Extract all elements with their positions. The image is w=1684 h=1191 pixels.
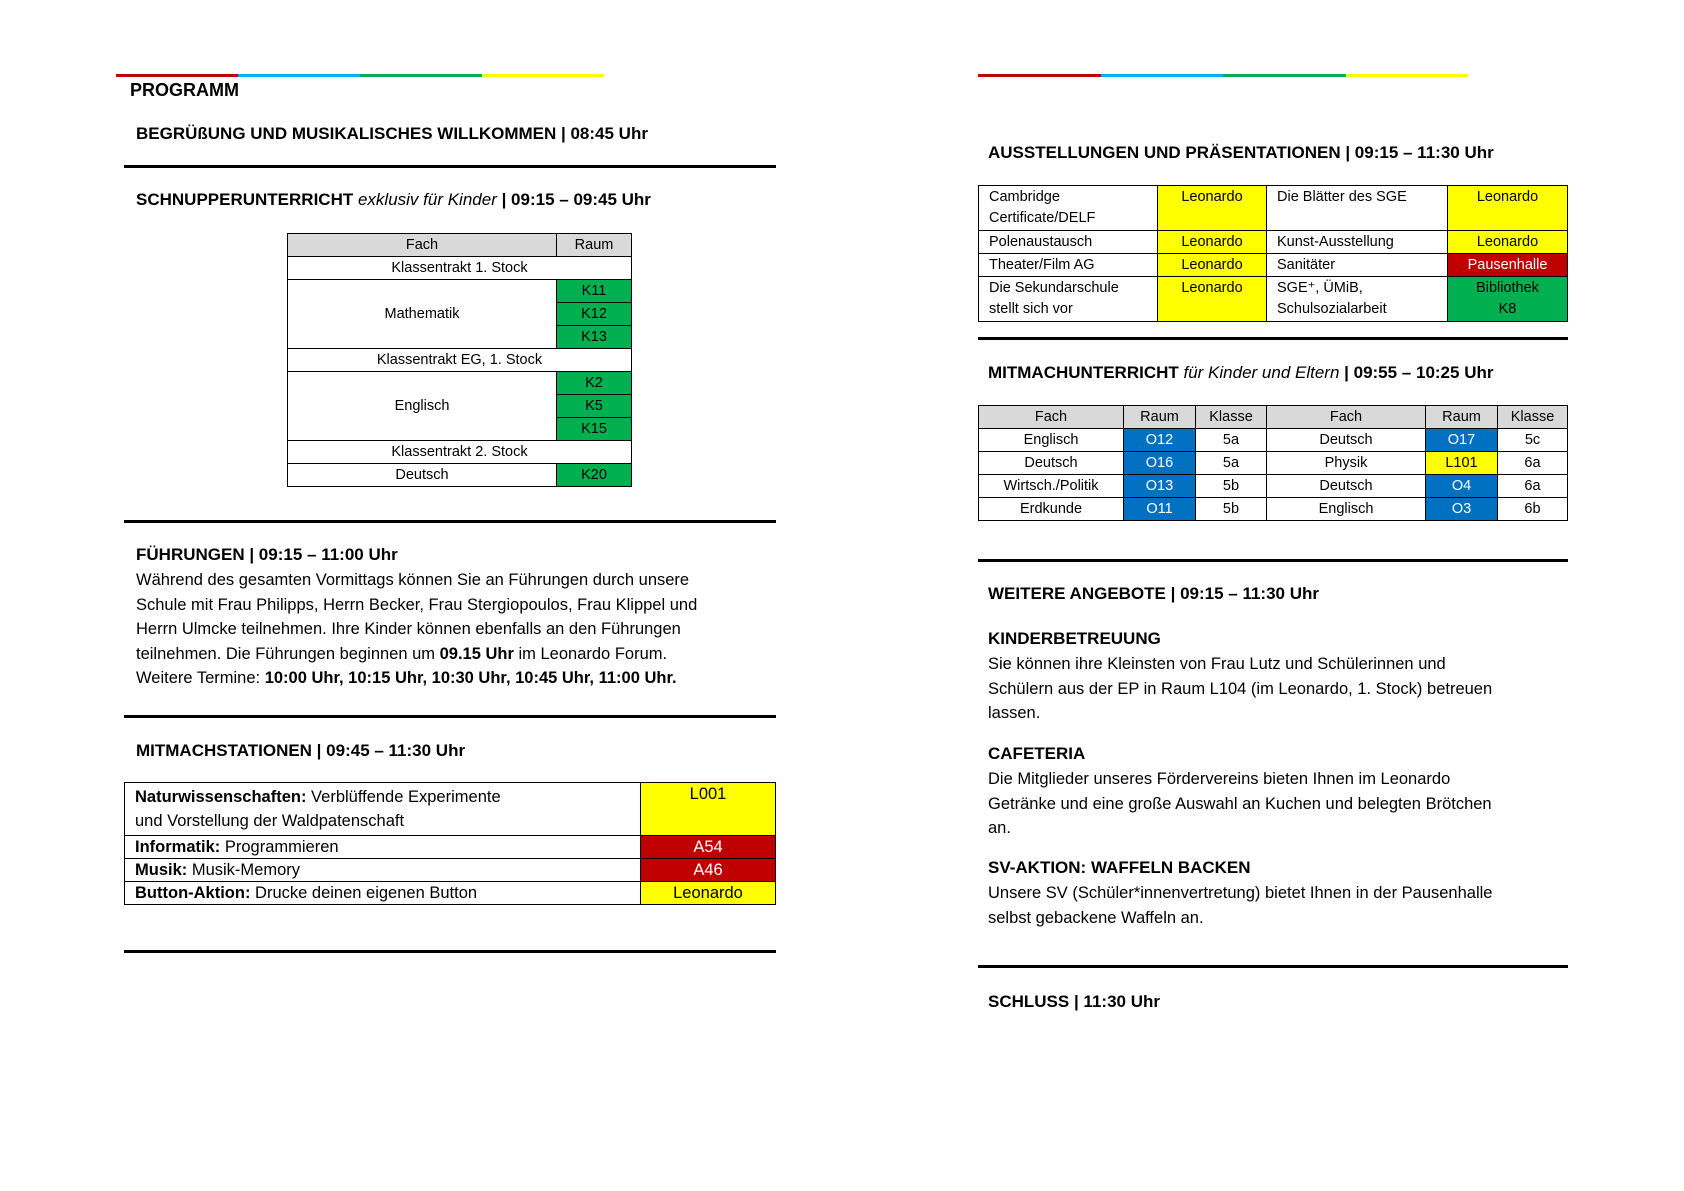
kinderbetreuung-text: Sie können ihre Kleinsten von Frau Lutz und Schülerinnen und Schülern aus der EP in Raum L104 (im Leonardo, 1. Stock) betreuen lassen. — [988, 655, 1493, 722]
group-row: Klassentrakt 1. Stock — [288, 257, 632, 280]
sv-heading: SV-AKTION: WAFFELN BACKEN — [988, 858, 1251, 877]
room-cell: Leonardo — [641, 882, 776, 905]
room-cell: L001 — [641, 783, 776, 836]
col-klasse: Klasse — [1196, 406, 1267, 429]
room-cell: A46 — [641, 859, 776, 882]
col-fach: Fach — [288, 234, 557, 257]
room-cell: Pausenhalle — [1448, 254, 1568, 277]
col-raum: Raum — [557, 234, 632, 257]
ausstellungen-heading: AUSSTELLUNGEN UND PRÄSENTATIONEN | 09:15 – 11:30 Uhr — [988, 143, 1494, 162]
col-raum: Raum — [1426, 406, 1498, 429]
subject-cell: Mathematik — [288, 280, 557, 349]
cafeteria-text: Die Mitglieder unseres Fördervereins bieten Ihnen im Leonardo Getränke und eine große Auswahl an Kuchen und belegten Brötchen an. — [988, 770, 1492, 837]
room-cell: Leonardo — [1448, 186, 1568, 231]
room-cell: Leonardo — [1448, 231, 1568, 254]
exhibit-cell: SGE⁺, ÜMiB, Schulsozialarbeit — [1267, 277, 1448, 322]
mitmachstationen-table — [124, 782, 776, 905]
col-klasse: Klasse — [1498, 406, 1568, 429]
room-cell: Leonardo — [1158, 231, 1267, 254]
station-cell: Naturwissenschaften: Verblüffende Experimente und Vorstellung der Waldpatenschaft — [125, 783, 641, 836]
separator — [978, 965, 1568, 968]
room-cell: K13 — [557, 326, 632, 349]
room-cell: K15 — [557, 418, 632, 441]
table-row: Deutsch O16 5a Physik L101 6a — [979, 452, 1568, 475]
group-row: Klassentrakt 2. Stock — [288, 441, 632, 464]
group-row: Klassentrakt EG, 1. Stock — [288, 349, 632, 372]
room-cell: Leonardo — [1158, 186, 1267, 231]
separator — [124, 165, 776, 168]
room-cell: K11 — [557, 280, 632, 303]
table-row: Wirtsch./Politik O13 5b Deutsch O4 6a — [979, 475, 1568, 498]
room-cell: Bibliothek K8 — [1448, 277, 1568, 322]
exhibit-cell: Cambridge Certificate/DELF — [979, 186, 1158, 231]
separator — [124, 520, 776, 523]
mitmachstationen-heading: MITMACHSTATIONEN | 09:45 – 11:30 Uhr — [136, 741, 466, 760]
schnupper-heading: SCHNUPPERUNTERRICHT exklusiv für Kinder | 09:15 – 09:45 Uhr — [136, 190, 651, 209]
cafeteria-heading: CAFETERIA — [988, 744, 1086, 763]
col-fach: Fach — [1267, 406, 1426, 429]
room-cell: K12 — [557, 303, 632, 326]
schnupper-table — [287, 233, 632, 487]
separator — [978, 559, 1568, 562]
separator — [124, 715, 776, 718]
sv-text: Unsere SV (Schüler*innenvertretung) bietet Ihnen in der Pausenhalle selbst gebackene Waffeln an. — [988, 884, 1493, 927]
separator — [124, 950, 776, 953]
exhibit-cell: Theater/Film AG — [979, 254, 1158, 277]
exhibit-cell: Polenaustausch — [979, 231, 1158, 254]
fuehrungen-heading: FÜHRUNGEN | 09:15 – 11:00 Uhr — [136, 545, 398, 564]
station-cell: Button-Aktion: Drucke deinen eigenen Button — [125, 882, 641, 905]
fuehrungen-text: Während des gesamten Vormittags können Sie an Führungen durch unsere Schule mit Frau Philipps, Herrn Becker, Frau Stergiopoulos, Frau Klippel und Herrn Ulmcke teilnehmen. Ihre Kinder können ebenfalls an den Führungen teilnehmen. Die Führungen beginnen um 09.15 Uhr im Leonardo Forum. Weitere Termine: 10:00 Uhr, 10:15 Uhr, 10:30 Uhr, 10:45 Uhr, 11:00 Uhr. — [136, 571, 698, 687]
room-cell: Leonardo — [1158, 277, 1267, 322]
col-raum: Raum — [1124, 406, 1196, 429]
room-cell: K5 — [557, 395, 632, 418]
table-row: Erdkunde O11 5b Englisch O3 6b — [979, 498, 1568, 521]
page-title: PROGRAMM — [130, 80, 239, 100]
exhibit-cell: Die Sekundarschule stellt sich vor — [979, 277, 1158, 322]
weitere-heading: WEITERE ANGEBOTE | 09:15 – 11:30 Uhr — [988, 584, 1320, 603]
room-cell: K2 — [557, 372, 632, 395]
room-cell: A54 — [641, 836, 776, 859]
color-bar — [978, 74, 1468, 77]
kinderbetreuung-heading: KINDERBETREUUNG — [988, 629, 1161, 648]
mitmachunterricht-heading: MITMACHUNTERRICHT für Kinder und Eltern | 09:55 – 10:25 Uhr — [988, 363, 1494, 382]
separator — [978, 337, 1568, 340]
mitmachunterricht-table — [978, 405, 1568, 521]
col-fach: Fach — [979, 406, 1124, 429]
station-cell: Informatik: Programmieren — [125, 836, 641, 859]
exhibit-cell: Sanitäter — [1267, 254, 1448, 277]
subject-cell: Englisch — [288, 372, 557, 441]
table-row: Englisch O12 5a Deutsch O17 5c — [979, 429, 1568, 452]
welcome-heading: BEGRÜßUNG UND MUSIKALISCHES WILLKOMMEN | 08:45 Uhr — [136, 124, 648, 143]
exhibit-cell: Kunst-Ausstellung — [1267, 231, 1448, 254]
schluss-heading: SCHLUSS | 11:30 Uhr — [988, 992, 1160, 1011]
room-cell: K20 — [557, 464, 632, 487]
exhibit-cell: Die Blätter des SGE — [1267, 186, 1448, 231]
station-cell: Musik: Musik-Memory — [125, 859, 641, 882]
room-cell: Leonardo — [1158, 254, 1267, 277]
color-bar — [116, 74, 604, 77]
ausstellungen-table — [978, 185, 1568, 322]
subject-cell: Deutsch — [288, 464, 557, 487]
